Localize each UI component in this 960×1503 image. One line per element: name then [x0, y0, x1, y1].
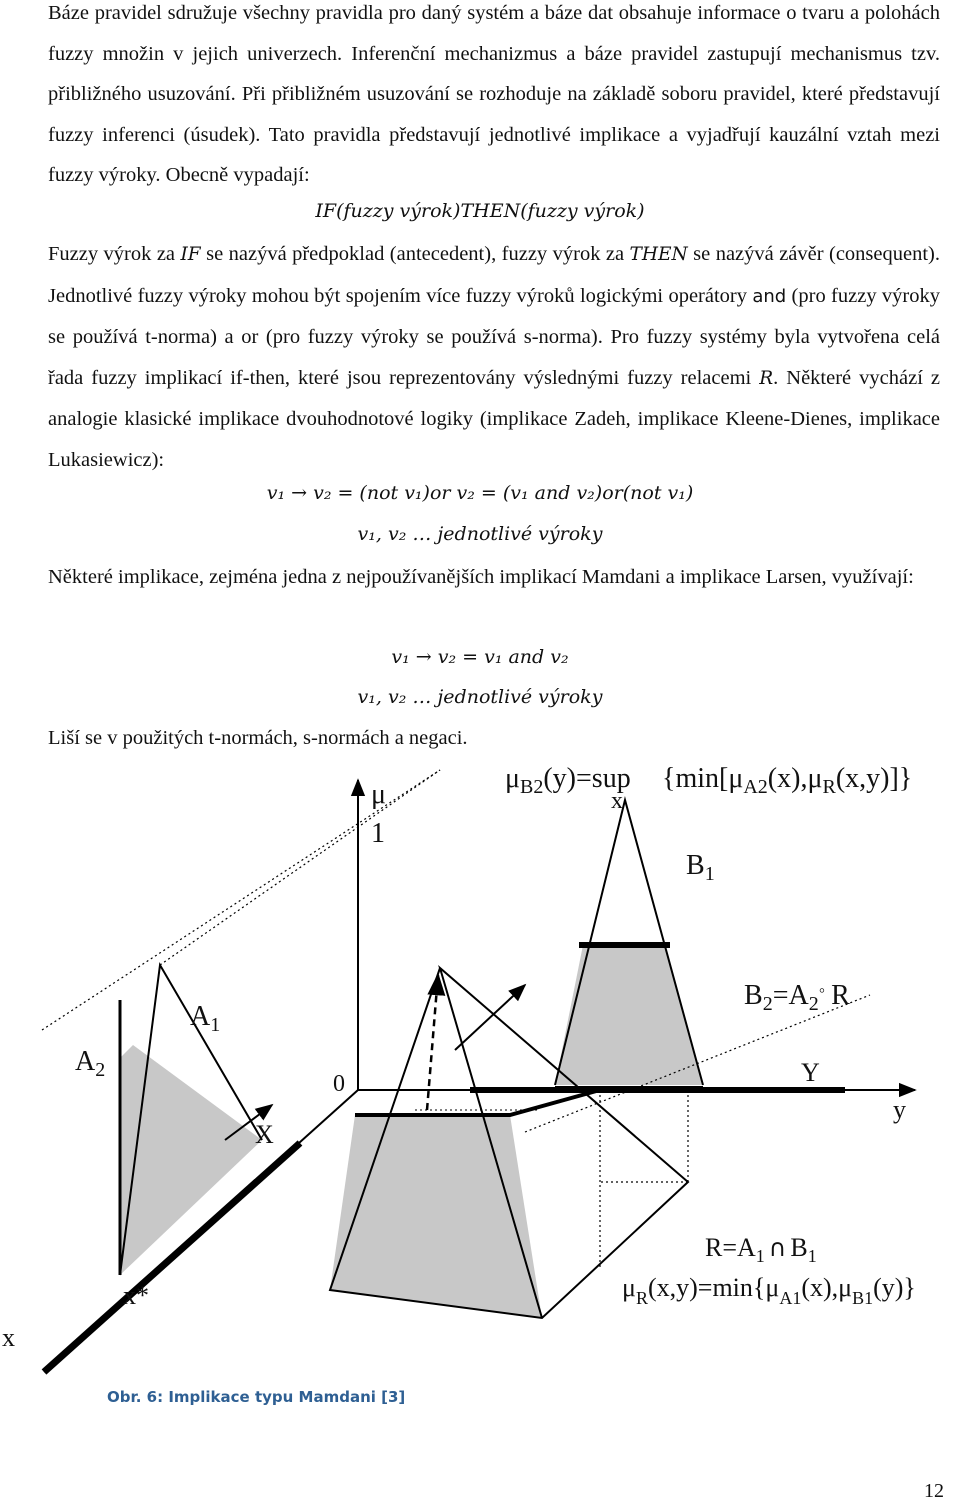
paragraph-rule-base: Báze pravidel sdružuje všechny pravidla pro daný systém a báze dat obsahuje informace o tvaru a polohách fuzzy množin v jejich univerzech. Inferenční mechanizmus a báze pravidel zastupují mechanismus tzv. přibližného usuzování. Při přibližném usuzování se rozhoduje na základě soboru pravidel, které představují fuzzy inferenci (úsudek). Tato pravidla představují jednotlivé implikace a vyjadřují kauzální vztah mezi fuzzy výroky. Obecně vypadají: — [48, 2, 940, 186]
projection-arrow — [455, 985, 525, 1050]
x-star-label: x* — [123, 1281, 149, 1310]
mamdani-figure — [0, 755, 960, 1385]
paragraph-fuzzy-statements — [48, 234, 940, 480]
a1-label: $A_1$ — [190, 1001, 221, 1036]
formula-legend-2: v₁, v₂ … jednotlivé výroky — [357, 686, 603, 708]
origin-label: 0 — [333, 1071, 345, 1097]
mu-b2-min: $\{\min[\mu_{A2}(x),\mu_R(x,y)]\}$ — [662, 763, 913, 798]
formula-if-then: IF(fuzzy výrok)THEN(fuzzy výrok) — [315, 200, 645, 222]
text-fragment: se nazývá závěr (consequent). Jednotlivé fuzzy výroky mohou být spojením více fuzzy výroků logickými operátory — [48, 243, 941, 307]
mu-r-definition-label: $\mu_R(x,y)=\min\{\mu_{A1}(x),\mu_{B1}(y)\}$ — [622, 1273, 916, 1308]
paragraph-mamdani-larsen: Některé implikace, zejména jedna z nejpoužívanějších implikací Mamdani a implikace Larsen, využívají: — [48, 566, 914, 588]
text-fragment: (pro fuzzy výroky se používá t-norma) a or (pro fuzzy výroky se používá s-norma). Pro fuzzy systémy byla vytvořena celá řada fuzzy implikací if-then, které jsou reprezentovány výslednými fuzzy relacemi — [48, 284, 940, 389]
r-definition-label: $R=A_1$ ∩ $B_1$ — [705, 1233, 817, 1266]
symbol-r: R — [759, 367, 774, 389]
y-axis-label: y — [893, 1095, 906, 1124]
mu-b2-label: $\mu_{B2}(y)=sup$ — [505, 763, 631, 798]
text-fragment: se nazývá předpoklad (antecedent), fuzzy výrok za — [200, 243, 630, 265]
keyword-if: IF — [180, 244, 201, 265]
sup-subscript-x: x — [611, 788, 623, 814]
relation-filled-region — [330, 1115, 542, 1318]
b1-label: $B_1$ — [686, 850, 715, 885]
a2-label: $A_2$ — [75, 1046, 106, 1081]
mu-axis-label: μ — [371, 779, 387, 810]
figure-caption: Obr. 6: Implikace typu Mamdani [3] — [107, 1388, 406, 1406]
formula-legend-1: v₁, v₂ … jednotlivé výroky — [357, 523, 603, 545]
y-universe-label: Y — [801, 1058, 820, 1087]
paragraph-differences: Liší se v použitých t-normách, s-normách a negaci. — [48, 727, 468, 749]
b2-composition-label: $B_2=A_2^◦$ R — [744, 980, 850, 1015]
page-number: 12 — [924, 1480, 944, 1502]
keyword-then: THEN — [629, 244, 688, 265]
x-axis-label: x — [2, 1323, 15, 1352]
text-fragment: . Některé vychází z analogie klasické implikace dvouhodnotové logiky (implikace Zadeh, implikace Kleene-Dienes, implikace Lukasiewicz): — [48, 366, 940, 471]
x-universe-label: X — [255, 1120, 274, 1149]
formula-mamdani: v₁ → v₂ = v₁ and v₂ — [391, 646, 569, 668]
formula-classical-implication: v₁ → v₂ = (not v₁)or v₂ = (v₁ and v₂)or(not v₁) — [266, 482, 694, 504]
guide-dotted-2 — [160, 770, 440, 965]
b2-filled-region — [555, 945, 703, 1085]
text-fragment: Fuzzy výrok za — [48, 243, 181, 265]
keyword-and: and — [752, 285, 787, 307]
one-label: 1 — [371, 818, 385, 849]
